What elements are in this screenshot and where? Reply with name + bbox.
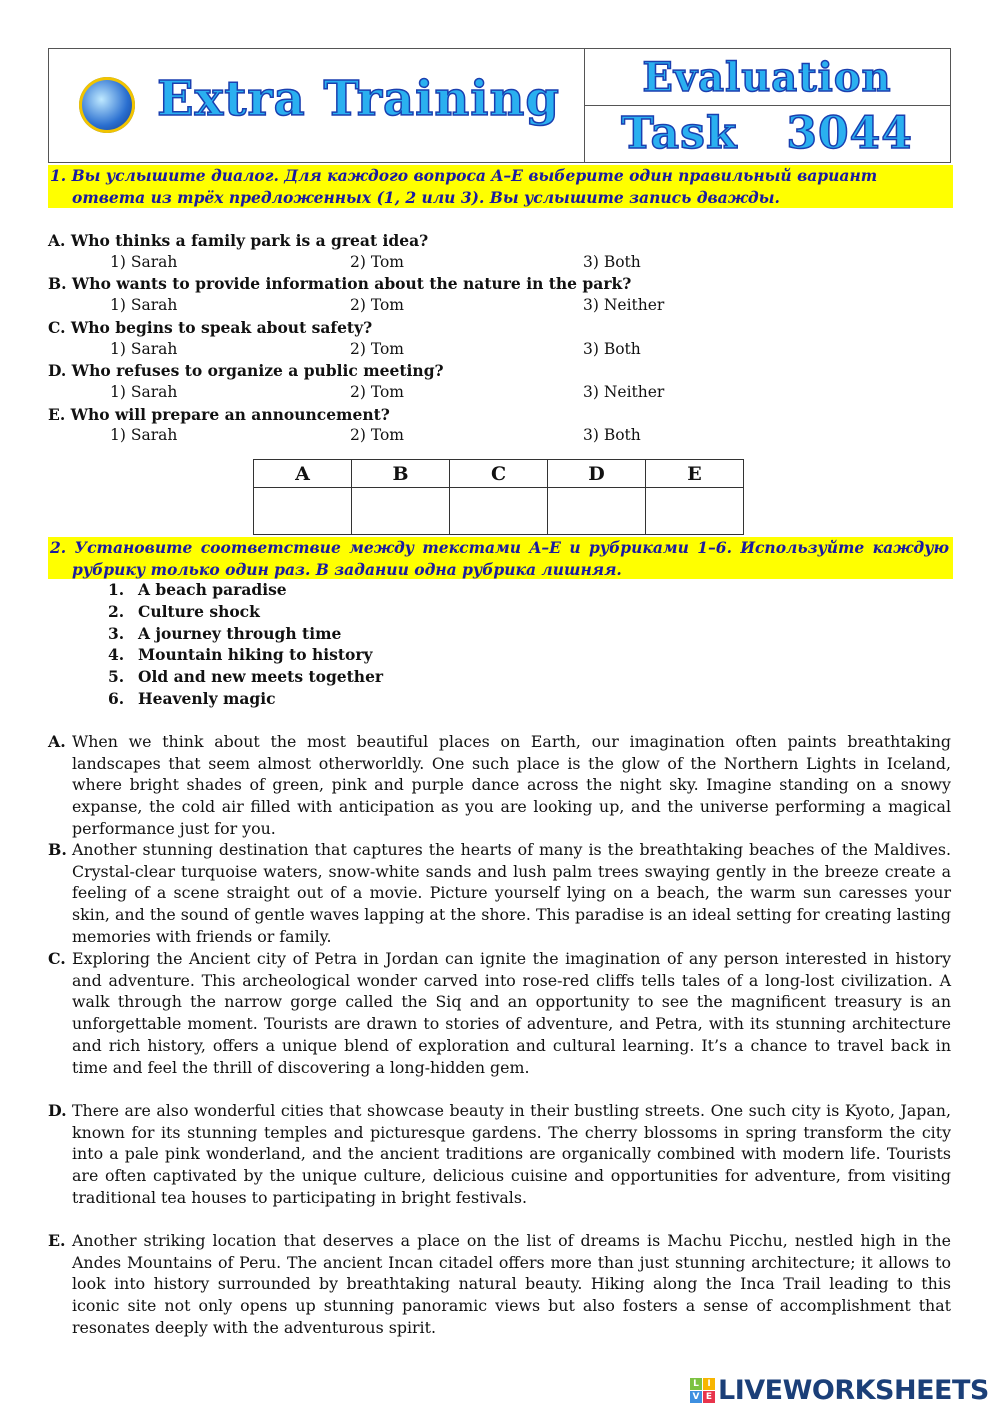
paragraph-letter: A. bbox=[48, 732, 66, 751]
evaluation-label: Evaluation bbox=[642, 53, 892, 101]
question-text: A. Who thinks a family park is a great idea? bbox=[48, 231, 429, 250]
header-title: Extra Training bbox=[157, 71, 560, 127]
header-label-cell bbox=[584, 49, 950, 106]
heading-text: Old and new meets together bbox=[138, 667, 384, 687]
heading-text: Heavenly magic bbox=[138, 689, 276, 708]
answer-option: 2) Tom bbox=[350, 382, 405, 401]
brand-name: LIVEWORKSHEETS bbox=[718, 1375, 989, 1406]
task1-instruction: 1. Вы услышите диалог. Для каждого вопроса A–E выберите один правильный вариант ответа из трёх предложенных (1, 2 или 3). Вы услышите запись дважды. bbox=[48, 165, 953, 208]
paragraph-text: There are also wonderful cities that showcase beauty in their bustling streets. One such city is Kyoto, Japan, known for its stunning temples and picturesque gardens. The cherry blossoms in spring transform the city into a pale pink wonderland, and the ancient traditions are organically combined with modern life. Tourists are often captivated by the unique culture, delicious cuisine and opportunities for adventure, from visiting traditional tea houses to participating in bright festivals. bbox=[72, 1101, 951, 1207]
task2-instruction: 2. Установите соответствие между текстами A–E и рубриками 1–6. Используйте каждую рубрику только один раз. В задании одна рубрика лишняя. bbox=[48, 537, 953, 579]
heading-text: Culture shock bbox=[138, 601, 260, 621]
answer-header-d: D bbox=[548, 460, 646, 488]
paragraph-letter: E. bbox=[48, 1231, 66, 1250]
paragraph-text: Another stunning destination that captures the hearts of many is the breathtaking beaches of the Maldives. Crystal-clear turquoise waters, snow-white sands and lush palm trees swaying gently in the breeze create a feeling of a scene straight out of a movie. Picture yourself lying on a beach, the warm sun caresses your skin, and the sound of gentle waves lapping at the shore. This paradise is an ideal setting for creating lasting memories with friends or family. bbox=[72, 840, 951, 946]
task-number-cell bbox=[584, 105, 950, 162]
answer-option: 3) Both bbox=[583, 339, 641, 358]
heading-item bbox=[108, 644, 373, 666]
heading-number: 1. bbox=[108, 580, 125, 599]
globe-icon bbox=[79, 77, 135, 133]
paragraph-letter: C. bbox=[48, 949, 66, 968]
answer-input-c[interactable] bbox=[450, 488, 548, 535]
answer-input-d[interactable] bbox=[548, 488, 646, 535]
text-paragraph bbox=[48, 731, 951, 840]
answer-option: 1) Sarah bbox=[110, 252, 178, 271]
heading-item bbox=[108, 666, 383, 688]
text-paragraph bbox=[48, 1230, 951, 1339]
paragraph-text: When we think about the most beautiful places on Earth, our imagination often paints breathtaking landscapes that seem almost otherworldly. One such place is the glow of the Northern Lights in Iceland, where bright shades of green, pink and purple dance across the night sky. Imagine standing on a snowy expanse, the cold air filled with anticipation as you are looking up, and the universe performing a magical performance just for you. bbox=[72, 732, 951, 838]
heading-text: A journey through time bbox=[138, 623, 342, 643]
answer-option: 1) Sarah bbox=[110, 296, 178, 315]
paragraph-text: Exploring the Ancient city of Petra in Jordan can ignite the imagination of any person interested in history and adventure. This archeological wonder carved into rose-red cliffs tells tales of a long-lost civilization. A walk through the narrow gorge called the Siq and an opportunity to see the magnificent treasury is an unforgettable moment. Tourists are drawn to stories of adventure, and Petra, with its stunning architecture and rich history, offers a unique blend of exploration and cultural learning. It’s a chance to travel back in time and feel the thrill of discovering a long-hidden gem. bbox=[72, 949, 951, 1077]
heading-number: 5. bbox=[108, 667, 125, 687]
answer-header-c: C bbox=[450, 460, 548, 488]
answer-option: 3) Neither bbox=[583, 382, 665, 401]
answer-option: 2) Tom bbox=[350, 339, 405, 358]
text-paragraph bbox=[48, 839, 951, 948]
task-number: Task 3044 bbox=[621, 108, 913, 159]
question-text: E. Who will prepare an announcement? bbox=[48, 404, 390, 424]
answer-option: 1) Sarah bbox=[110, 382, 178, 401]
answer-option: 3) Neither bbox=[583, 296, 665, 315]
paragraph-text: Another striking location that deserves a place on the list of dreams is Machu Picchu, nestled high in the Andes Mountains of Peru. The ancient Incan citadel offers more than just stunning architecture; it allows to look into history surrounded by breathtaking natural beauty. Hiking along the Inca Trail leading to this iconic site not only opens up stunning panoramic views but also fosters a sense of accomplishment that resonates deeply with the adventurous spirit. bbox=[72, 1231, 951, 1337]
answer-option: 1) Sarah bbox=[110, 339, 178, 358]
answer-input-b[interactable] bbox=[352, 488, 450, 535]
answer-option: 2) Tom bbox=[350, 426, 405, 445]
header-box bbox=[48, 48, 951, 163]
answer-option: 2) Tom bbox=[350, 252, 405, 271]
question-text: B. Who wants to provide information about the nature in the park? bbox=[48, 274, 632, 294]
answer-input-a[interactable] bbox=[254, 488, 352, 535]
header-logo-cell bbox=[49, 49, 585, 162]
question-text: D. Who refuses to organize a public meeting? bbox=[48, 361, 444, 381]
liveworksheets-logo bbox=[690, 1375, 989, 1406]
answer-input-e[interactable] bbox=[646, 488, 744, 535]
answer-option: 3) Both bbox=[583, 252, 641, 271]
heading-item bbox=[108, 601, 260, 623]
answer-table bbox=[253, 459, 744, 535]
heading-item bbox=[108, 688, 276, 710]
heading-number: 3. bbox=[108, 623, 125, 643]
heading-text: Mountain hiking to history bbox=[138, 645, 373, 665]
heading-item bbox=[108, 623, 341, 645]
answer-header-a: A bbox=[254, 460, 352, 488]
answer-option: 2) Tom bbox=[350, 296, 405, 315]
heading-text: A beach paradise bbox=[138, 580, 287, 599]
answer-header-e: E bbox=[646, 460, 744, 488]
answer-header-b: B bbox=[352, 460, 450, 488]
heading-number: 6. bbox=[108, 689, 125, 708]
text-paragraph bbox=[48, 1100, 951, 1209]
paragraph-letter: B. bbox=[48, 840, 67, 859]
question-text: C. Who begins to speak about safety? bbox=[48, 317, 373, 337]
answer-option: 1) Sarah bbox=[110, 426, 178, 445]
live-logo-icon: L I V E bbox=[690, 1378, 715, 1403]
text-paragraph bbox=[48, 948, 951, 1078]
answer-option: 3) Both bbox=[583, 426, 641, 445]
paragraph-letter: D. bbox=[48, 1101, 67, 1120]
heading-number: 4. bbox=[108, 645, 125, 665]
heading-number: 2. bbox=[108, 601, 125, 621]
heading-item bbox=[108, 579, 287, 601]
